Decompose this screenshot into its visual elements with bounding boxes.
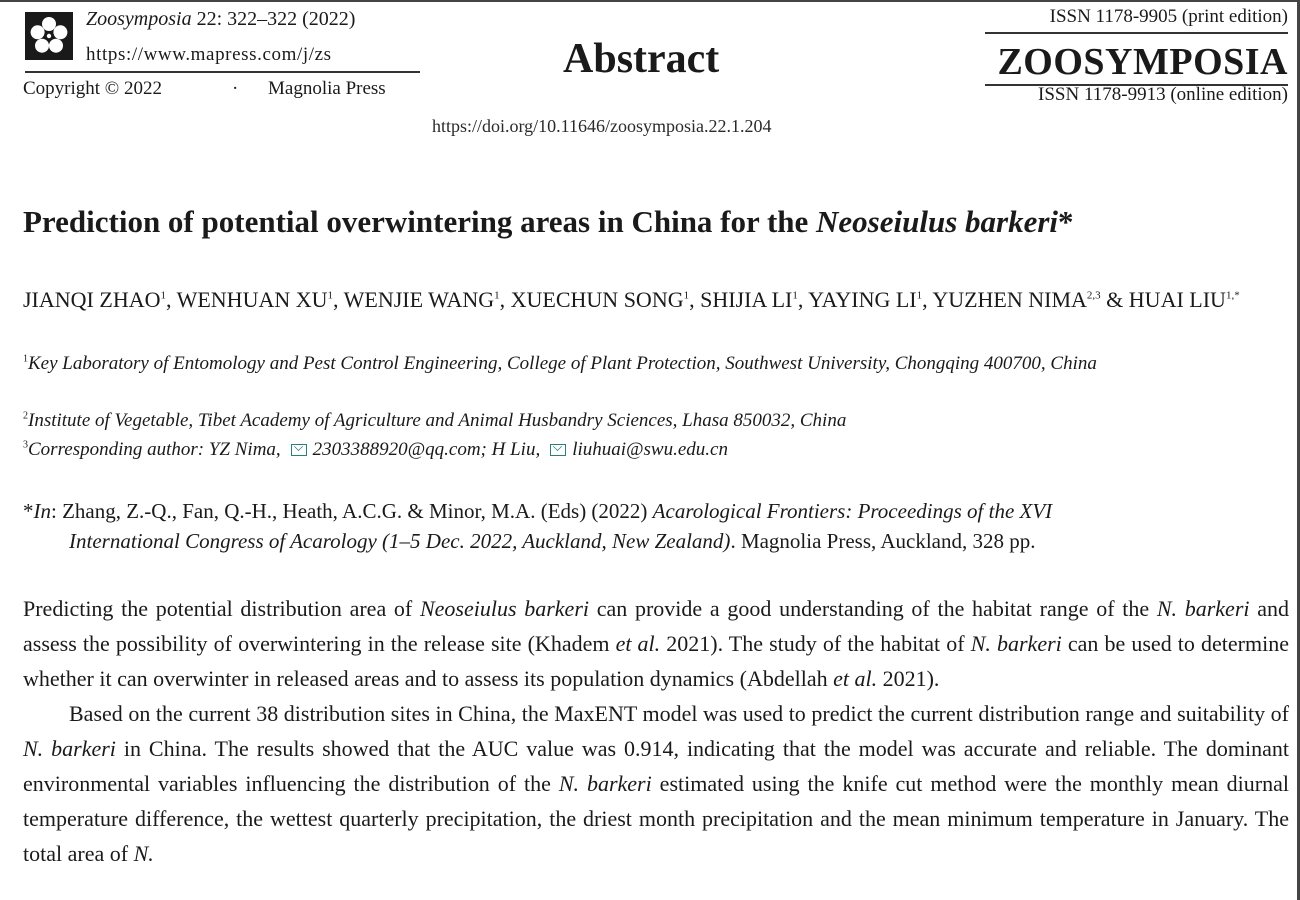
author-name: JIANQI ZHAO [23, 287, 161, 312]
proceedings-citation: *In: Zhang, Z.-Q., Fan, Q.-H., Heath, A.C.G. & Minor, M.A. (Eds) (2022) Acarological Frontiers: Proceedings of the XVI International Congress of Acarology (1–5 Dec. 2022, Auckland, New Zealand). Magnolia Press, Auckland, 328 pp. [23, 499, 1053, 553]
title-species: Neoseiulus barkeri [816, 204, 1059, 239]
abstract-paragraph-1: Predicting the potential distribution area of Neoseiulus barkeri can provide a good understanding of the habitat range of the N. barkeri and assess the possibility of overwintering in the release site (Khadem et al. 2021). The study of the habitat of N. barkeri can be used to determine whether it can overwinter in released areas and to assess its population dynamics (Abdellah et al. 2021). [23, 596, 1289, 691]
author-name: WENHUAN XU [176, 287, 328, 312]
affiliation-1: $^1$Key Laboratory of Entomology and Pest Control Engineering, College of Plant Protection, Southwest University, Chongqing 400700, China [23, 353, 1097, 374]
header-rule-left [25, 71, 420, 73]
doi-link[interactable]: https://doi.org/10.11646/zoosymposia.22.1.204 [432, 116, 772, 136]
author-name: YAYING LI [808, 287, 917, 312]
publisher-name: Magnolia Press [268, 78, 386, 99]
email-icon [291, 444, 307, 456]
page-top-border [0, 0, 1300, 2]
affiliation-2: $^2$Institute of Vegetable, Tibet Academy of Agriculture and Animal Husbandry Sciences, Lhasa 850032, China [23, 410, 847, 431]
copyright-notice: Copyright © 2022 [23, 78, 162, 99]
author-affiliation-marker: 1 [160, 289, 166, 302]
journal-brand: ZOOSYMPOSIA [997, 41, 1288, 83]
issn-print: ISSN 1178-9905 (print edition) [1049, 6, 1288, 27]
corresponding-author: $^3$Corresponding author: YZ Nima, 2303388920@qq.com; H Liu, liuhuai@swu.edu.cn [23, 439, 728, 460]
abstract-body [23, 591, 1289, 871]
author-affiliation-marker: 1 [916, 289, 923, 302]
author-affiliation-marker: 2,3 [1086, 289, 1101, 302]
journal-url-link[interactable]: https://www.mapress.com/j/zs [86, 44, 332, 65]
author-affiliation-marker: 1,* [1225, 289, 1240, 302]
abstract-paragraph-2: Based on the current 38 distribution sites in China, the MaxENT model was used to predict the current distribution range and suitability of N. barkeri in China. The results showed that the AUC value was 0.914, indicating that the model was accurate and reliable. The dominant environmental variables influencing the distribution of the N. barkeri estimated using the knife cut method were the monthly mean diurnal temperature difference, the wettest quarterly precipitation, the driest month precipitation and the mean minimum temperature in January. The total area of N. [23, 701, 1289, 866]
author-affiliation-marker: 1 [792, 289, 798, 302]
email-link-1[interactable]: 2303388920@qq.com; H Liu, [312, 439, 541, 460]
email-icon [550, 444, 566, 456]
author-name: SHIJIA LI [700, 287, 793, 312]
author-affiliation-marker: 1 [494, 289, 500, 302]
issn-online: ISSN 1178-9913 (online edition) [1038, 84, 1288, 105]
author-name: HUAI LIU [1128, 287, 1226, 312]
author-affiliation-marker: 1 [683, 289, 690, 302]
author-list: JIANQI ZHAO$^1$, WENHUAN $XU^1$, WENJIE WANG$^1$, XUECHUN SONG$^1$, SHIJIA $LI^1$, YAYING $LI^1$, YUZHEN NIMA$^{2,3}$ & HUAI $LIU^{1,*}$ [23, 287, 1240, 312]
header-separator: · [232, 78, 239, 99]
journal-citation: Zoosymposia 22: 322–322 (2022) [86, 8, 356, 30]
mapress-flower-logo-icon [25, 12, 73, 60]
article-title: Prediction of potential overwintering areas in China for the Neoseiulus barkeri* [23, 204, 1074, 239]
author-affiliation-marker: 1 [327, 289, 334, 302]
author-name: YUZHEN NIMA [932, 287, 1087, 312]
author-name: WENJIE WANG [343, 287, 495, 312]
author-name: XUECHUN SONG [510, 287, 684, 312]
header-rule-right-top [985, 32, 1288, 34]
email-link-2[interactable]: liuhuai@swu.edu.cn [572, 439, 728, 460]
section-label: Abstract [563, 36, 720, 82]
